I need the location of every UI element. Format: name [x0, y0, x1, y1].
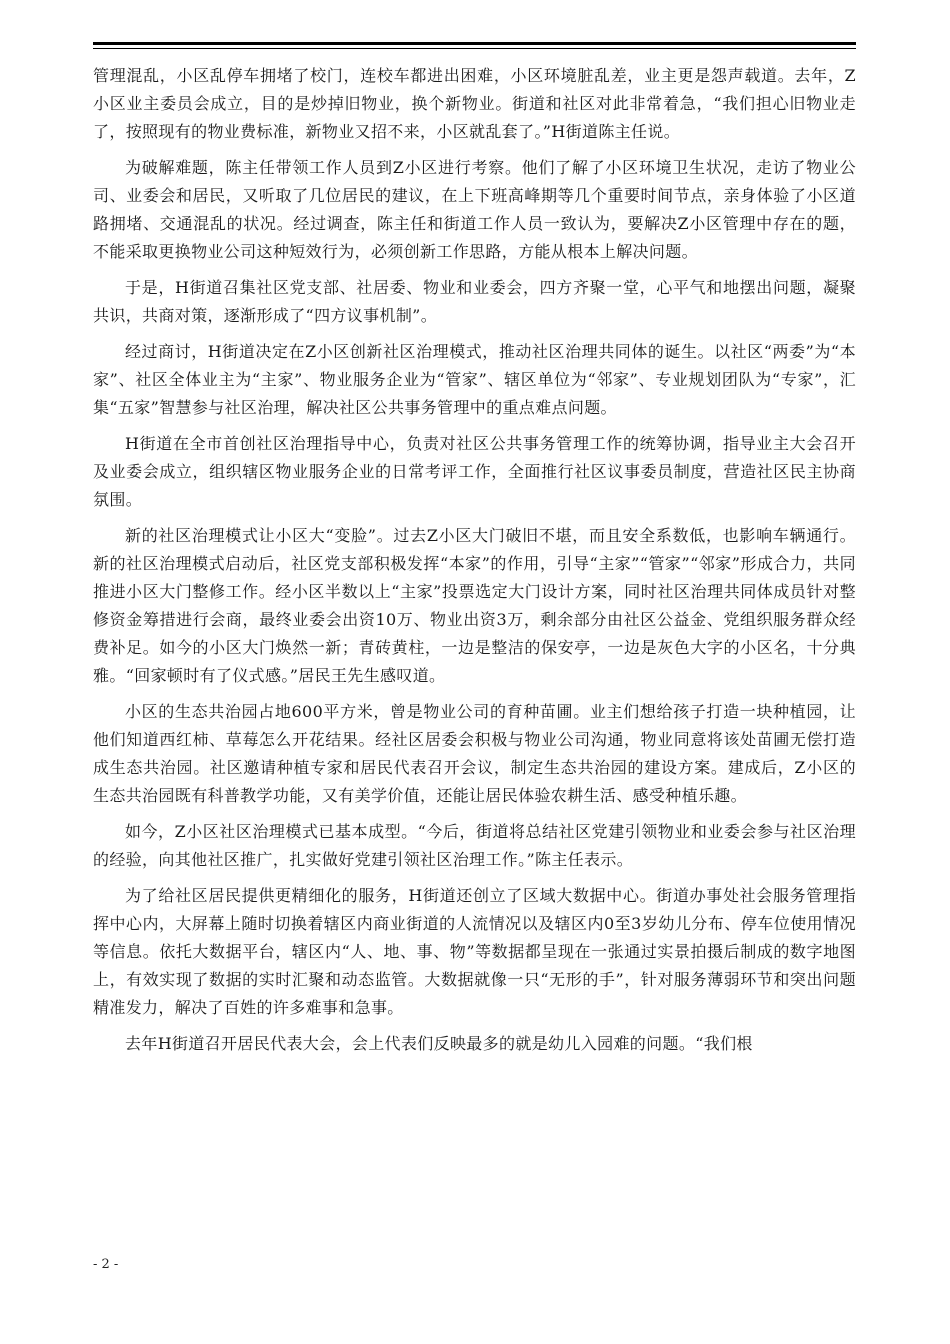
- paragraph-four-party-mechanism: 于是，H街道召集社区党支部、社居委、物业和业委会，四方齐聚一堂，心平气和地摆出问题，凝聚共识，共商对策，逐渐形成了“四方议事机制”。: [93, 278, 856, 325]
- paragraph-model-formed: 如今，Z小区社区治理模式已基本成型。“今后，街道将总结社区党建引领物业和业委会参与社区治理的经验，向其他社区推广，扎实做好党建引领社区治理工作。”陈主任表示。: [93, 822, 856, 869]
- paragraph-eco-garden: 小区的生态共治园占地600平方米，曾是物业公司的育种苗圃。业主们想给孩子打造一块种植园，让他们知道西红柿、草莓怎么开花结果。经社区居委会积极与物业公司沟通，物业同意将该处苗圃无偿打造成生态共治园。社区邀请种植专家和居民代表召开会议，制定生态共治园的建设方案。建成后，Z小区的生态共治园既有科普教学功能，又有美学价值，还能让居民体验农耕生活、感受种植乐趣。: [93, 702, 856, 805]
- paragraph-guidance-center: H街道在全市首创社区治理指导中心，负责对社区公共事务管理工作的统筹协调，指导业主大会召开及业委会成立，组织辖区物业服务企业的日常考评工作，全面推行社区议事委员制度，营造社区民主协商氛围。: [93, 434, 856, 509]
- paragraph-gate-renovation: 新的社区治理模式让小区大“变脸”。过去Z小区大门破旧不堪，而且安全系数低，也影响车辆通行。新的社区治理模式启动后，社区党支部积极发挥“本家”的作用，引导“主家”“管家”“邻家”形成合力，共同推进小区大门整修工作。经小区半数以上“主家”投票选定大门设计方案，同时社区治理共同体成员针对整修资金筹措进行会商，最终业委会出资10万、物业出资3万，剩余部分由社区公益金、党组织服务群众经费补足。如今的小区大门焕然一新；青砖黄柱，一边是整洁的保安亭，一边是灰色大字的小区名，十分典雅。“回家顿时有了仪式感。”居民王先生感叹道。: [93, 526, 856, 685]
- paragraph-big-data: 为了给社区居民提供更精细化的服务，H街道还创立了区域大数据中心。街道办事处社会服务管理指挥中心内，大屏幕上随时切换着辖区内商业街道的人流情况以及辖区内0至3岁幼儿分布、停车位使用情况等信息。依托大数据平台，辖区内“人、地、事、物”等数据都呈现在一张通过实景拍摄后制成的数字地图上，有效实现了数据的实时汇聚和动态监管。大数据就像一只“无形的手”，针对服务薄弱环节和突出问题精准发力，解决了百姓的许多难事和急事。: [93, 886, 856, 1017]
- header-rule-thick: [93, 42, 856, 45]
- paragraph-continuation: 管理混乱，小区乱停车拥堵了校门，连校车都进出困难，小区环境脏乱差，业主更是怨声载道。去年，Z小区业主委员会成立，目的是炒掉旧物业，换个新物业。街道和社区对此非常着急，“我们担心旧物业走了，按照现有的物业费标准，新物业又招不来，小区就乱套了。”H街道陈主任说。: [93, 66, 856, 141]
- paragraph-investigation: 为破解难题，陈主任带领工作人员到Z小区进行考察。他们了解了小区环境卫生状况，走访了物业公司、业委会和居民，又听取了几位居民的建议，在上下班高峰期等几个重要时间节点，亲身体验了小区道路拥堵、交通混乱的状况。经过调查，陈主任和街道工作人员一致认为，要解决Z小区管理中存在的题，不能采取更换物业公司这种短效行为，必须创新工作思路，方能从根本上解决问题。: [93, 158, 856, 261]
- paragraph-governance-model: 经过商讨，H街道决定在Z小区创新社区治理模式，推动社区治理共同体的诞生。以社区“两委”为“本家”、社区全体业主为“主家”、物业服务企业为“管家”、辖区单位为“邻家”、专业规划团队为“专家”，汇集“五家”智慧参与社区治理，解决社区公共事务管理中的重点难点问题。: [93, 342, 856, 417]
- header-rule-thin: [93, 48, 856, 49]
- paragraph-kindergarten: 去年H街道召开居民代表大会，会上代表们反映最多的就是幼儿入园难的问题。“我们根: [125, 1034, 753, 1053]
- document-body: [93, 62, 856, 1066]
- page-number: - 2 -: [93, 1257, 119, 1272]
